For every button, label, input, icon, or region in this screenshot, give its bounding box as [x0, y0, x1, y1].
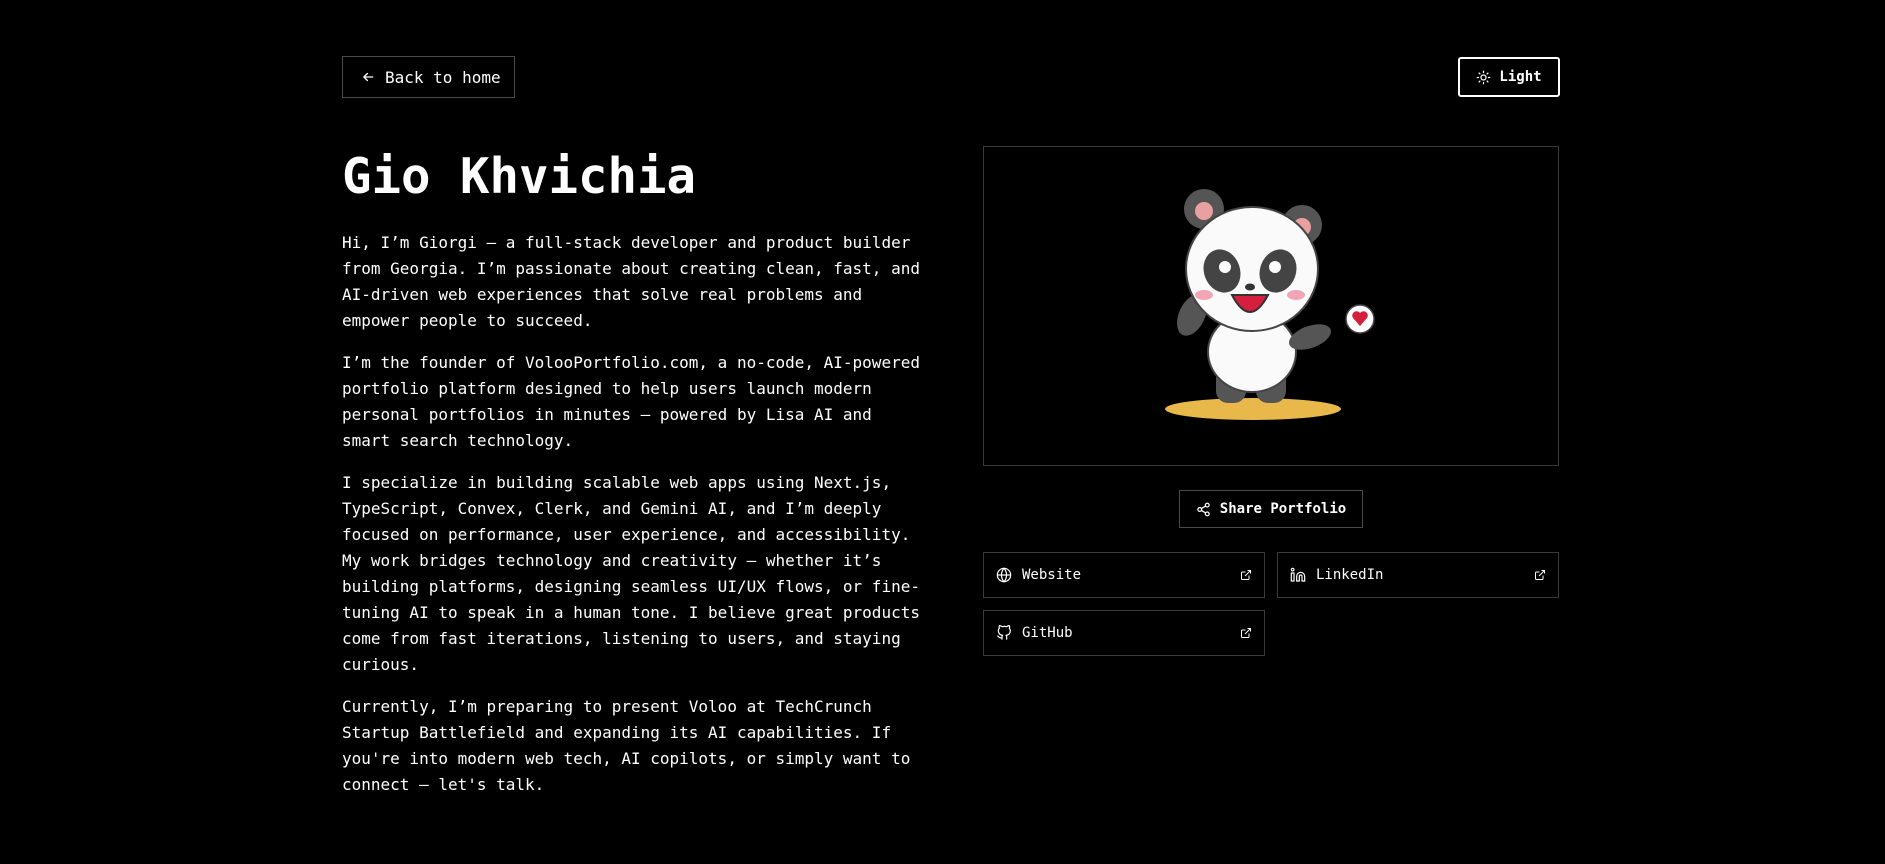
external-link-icon	[1534, 569, 1546, 581]
profile-name: Gio Khvichia	[342, 148, 697, 205]
avatar-frame	[983, 146, 1559, 466]
arrow-left-icon	[361, 70, 375, 84]
link-card-linkedin[interactable]	[1277, 552, 1559, 598]
back-to-home-button[interactable]	[342, 56, 515, 98]
sun-icon	[1476, 70, 1491, 85]
link-label: LinkedIn	[1316, 567, 1384, 583]
theme-toggle-button[interactable]	[1458, 57, 1560, 97]
linkedin-icon	[1290, 567, 1306, 583]
theme-toggle-label: Light	[1499, 69, 1542, 85]
bio-paragraph: Currently, I’m preparing to present Voloo at TechCrunch Startup Battlefield and expanding its AI capabilities. If you're into modern web tech, AI copilots, or simply want to connect — let's talk.	[342, 697, 911, 794]
globe-icon	[996, 567, 1012, 583]
external-link-icon	[1240, 627, 1252, 639]
panda-avatar	[1164, 187, 1384, 427]
github-icon	[996, 625, 1012, 641]
share-icon	[1196, 502, 1211, 517]
bio-section	[342, 230, 932, 814]
bio-paragraph: I’m the founder of VolooPortfolio.com, a no-code, AI-powered portfolio platform designed to help users launch modern personal portfolios in minutes — powered by Lisa AI and smart search technology.	[342, 353, 920, 450]
share-portfolio-label: Share Portfolio	[1219, 501, 1347, 517]
link-label: GitHub	[1022, 625, 1073, 641]
link-card-github[interactable]	[983, 610, 1265, 656]
link-label: Website	[1022, 567, 1082, 583]
external-link-icon	[1240, 569, 1252, 581]
bio-paragraph: Hi, I’m Giorgi — a full-stack developer and product builder from Georgia. I’m passionate about creating clean, fast, and AI-driven web experiences that solve real problems and empower people to succeed.	[342, 233, 920, 330]
bio-paragraph: I specialize in building scalable web apps using Next.js, TypeScript, Convex, Clerk, and Gemini AI, and I’m deeply focused on performance, user experience, and accessibility. My work bridges technology and creativity — whether it’s building platforms, designing seamless UI/UX flows, or fine- tuning AI to speak in a human tone. I believe great products come from fast iterations, listening to users, and staying curious.	[342, 473, 920, 674]
back-to-home-label: Back to home	[385, 67, 501, 87]
link-card-website[interactable]	[983, 552, 1265, 598]
share-portfolio-button[interactable]	[1179, 490, 1363, 528]
